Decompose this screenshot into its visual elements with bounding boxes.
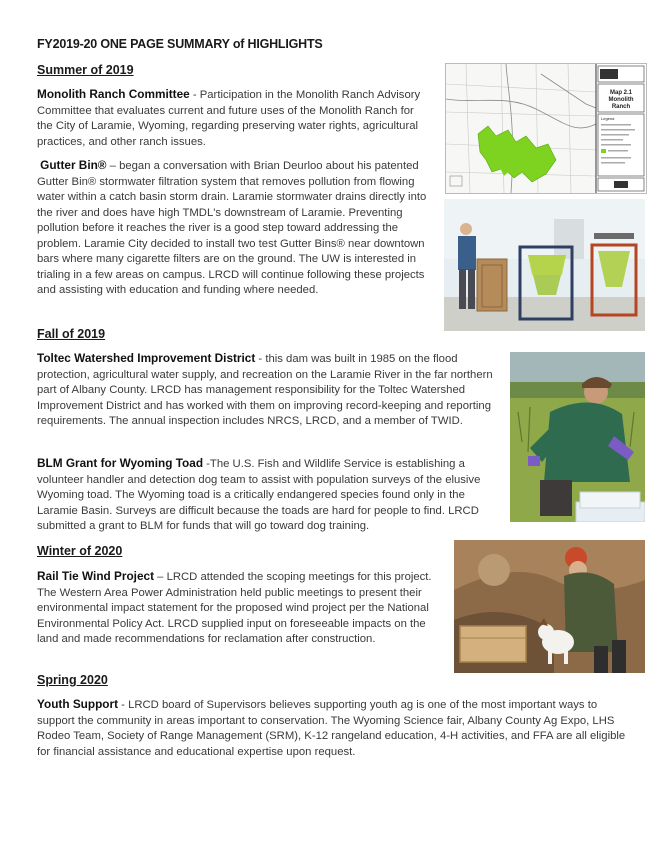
- map-graphic: [446, 64, 646, 193]
- item-heading: Youth Support: [37, 697, 119, 711]
- item-body: – began a conversation with Brian Deurloo about his patented Gutter Bin® stormwater filtration system that removes pollution from flowing water within a catch basin storm drain. Laramie stormwater drains directly into the river and does have high TMDL's downstream of Laramie. Preventing pollution before it reaches the river is a good step toward addressing the problem. Laramie City decided to install two test Gutter Bins® near downtown bars where many cigarette filters are on the ground. The UW is interested in trialing in a few areas on campus. LRCD will continue following these projects and assisting with education and funding where needed.: [37, 160, 427, 296]
- season-heading-fall-2019: Fall of 2019: [37, 327, 106, 341]
- detection-dog-scene: [454, 540, 645, 673]
- item-heading: Toltec Watershed Improvement District: [37, 351, 256, 365]
- season-heading-summer-2019: Summer of 2019: [37, 63, 134, 77]
- gutter-bin-scene: [444, 199, 645, 331]
- item-monolith-ranch: [37, 87, 432, 150]
- item-body: - Participation in the Monolith Ranch Advisory Committee that evaluates current and future uses of the Monolith Ranch for the City of Laramie, Wyoming, regarding preserving water rights, agricultural practices, and other ranch issues.: [37, 89, 421, 148]
- item-heading: Rail Tie Wind Project: [37, 569, 155, 583]
- item-gutter-bin: [37, 158, 435, 299]
- item-body: -The U.S. Fish and Wildlife Service is establishing a volunteer handler and detection dog team to assist with population surveys of the elusive Wyoming toad. The Wyoming toad is a critically endangered species found only in the Laramie Basin. Surveys are difficult because the toads are hard for people to find. LRCD submitted a grant to BLM for funds that will go toward dog training.: [37, 458, 481, 532]
- detection-dog-photo: [454, 540, 645, 673]
- item-toltec-watershed: [37, 351, 505, 430]
- item-heading: BLM Grant for Wyoming Toad: [37, 456, 204, 470]
- item-heading: Monolith Ranch Committee: [37, 87, 190, 101]
- item-body: - LRCD board of Supervisors believes supporting youth ag is one of the most important ways to support the community in areas important to conservation. The Wyoming Science fair, Albany County Ag Expo, LHS Rodeo Team, Society of Range Management (SRM), K-12 rangeland education, 4-H activities, and FFA are all eligible for financial assistance and educational expertise upon request.: [37, 699, 626, 758]
- item-youth-support: [37, 697, 637, 760]
- toad-survey-scene: [510, 352, 645, 522]
- map-title-line3: Ranch: [611, 104, 631, 110]
- item-body: - this dam was built in 1985 on the flood protection, agricultural water supply, and recreation on the Laramie River in the far northern part of Albany County. LRCD has management responsibility for the Toltec Watershed Improvement District and has worked with them on improving record-keeping and reporting requirements. The annual inspection includes NRCS, LRCD, and a member of TWID.: [37, 353, 493, 427]
- season-heading-winter-2020: Winter of 2020: [37, 544, 123, 558]
- toad-survey-photo: [510, 352, 645, 522]
- item-blm-grant: [37, 456, 507, 535]
- gutter-bin-photo: [444, 199, 645, 331]
- document-title: FY2019-20 ONE PAGE SUMMARY of HIGHLIGHTS: [37, 37, 323, 51]
- item-body: – LRCD attended the scoping meetings for this project. The Western Area Power Administration held public meetings to present their environmental impact statement for the proposed wind project per the National Environmental Policy Act. LRCD supplied input on foreseeable impacts on the land and made recommendations for reclamation after construction.: [37, 571, 432, 645]
- season-heading-spring-2020: Spring 2020: [37, 673, 108, 687]
- map-title-line2: Monolith: [608, 97, 634, 103]
- item-rail-tie-wind: [37, 569, 445, 648]
- monolith-ranch-map: [445, 63, 647, 194]
- item-heading: Gutter Bin®: [40, 158, 107, 172]
- map-legend-label: Legend: [601, 116, 615, 121]
- map-title-line1: Map 2.1: [609, 90, 633, 96]
